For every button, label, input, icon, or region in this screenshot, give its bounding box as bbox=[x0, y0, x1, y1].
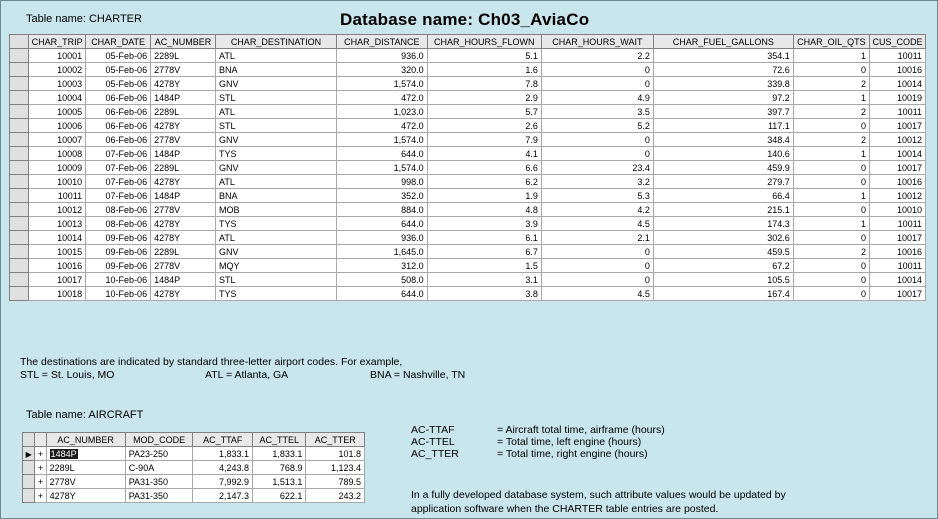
charter-cell[interactable]: BNA bbox=[216, 189, 337, 203]
charter-cell[interactable]: 3.1 bbox=[427, 273, 541, 287]
charter-cell[interactable]: 0 bbox=[541, 259, 653, 273]
row-selector[interactable] bbox=[10, 273, 29, 287]
charter-cell[interactable]: 998.0 bbox=[336, 175, 427, 189]
charter-cell[interactable]: 08-Feb-06 bbox=[86, 217, 151, 231]
charter-cell[interactable]: 0 bbox=[793, 273, 869, 287]
row-selector[interactable] bbox=[10, 245, 29, 259]
charter-header-row bbox=[10, 35, 926, 49]
charter-cell[interactable]: 10001 bbox=[29, 49, 86, 63]
charter-cell[interactable]: 07-Feb-06 bbox=[86, 161, 151, 175]
aircraft-cell[interactable]: 2,147.3 bbox=[193, 489, 253, 503]
charter-cell[interactable]: 10009 bbox=[29, 161, 86, 175]
aircraft-cell[interactable]: 4,243.8 bbox=[193, 461, 253, 475]
col-mod-code[interactable]: MOD_CODE bbox=[125, 433, 193, 447]
charter-cell[interactable]: 1,574.0 bbox=[336, 133, 427, 147]
charter-cell[interactable]: 1 bbox=[793, 147, 869, 161]
charter-cell[interactable]: 10002 bbox=[29, 63, 86, 77]
charter-row[interactable] bbox=[10, 245, 926, 259]
row-selector[interactable] bbox=[10, 175, 29, 189]
row-selector[interactable] bbox=[10, 203, 29, 217]
row-selector[interactable] bbox=[10, 189, 29, 203]
charter-cell[interactable]: 10017 bbox=[869, 231, 925, 245]
charter-cell[interactable]: 5.7 bbox=[427, 105, 541, 119]
charter-cell[interactable]: 2289L bbox=[151, 105, 216, 119]
legend-key: AC-TTAF bbox=[411, 424, 455, 436]
charter-cell[interactable]: 4278Y bbox=[151, 217, 216, 231]
aircraft-cell[interactable]: PA31-350 bbox=[125, 475, 193, 489]
aircraft-cell[interactable]: 1,123.4 bbox=[306, 461, 365, 475]
aircraft-table bbox=[22, 432, 365, 503]
legend-key: AC-TTEL bbox=[411, 436, 455, 448]
charter-cell[interactable]: 936.0 bbox=[336, 231, 427, 245]
charter-cell[interactable]: 10003 bbox=[29, 77, 86, 91]
row-selector[interactable] bbox=[23, 461, 35, 475]
charter-cell[interactable]: 1484P bbox=[151, 273, 216, 287]
charter-cell[interactable]: 4.1 bbox=[427, 147, 541, 161]
charter-cell[interactable]: 10014 bbox=[869, 273, 925, 287]
database-name: Database name: Ch03_AviaCo bbox=[340, 10, 590, 29]
aircraft-row[interactable] bbox=[23, 461, 365, 475]
legend-value: = Total time, right engine (hours) bbox=[497, 448, 648, 460]
row-selector[interactable] bbox=[10, 231, 29, 245]
charter-cell[interactable]: 97.2 bbox=[653, 91, 793, 105]
code-bna: BNA = Nashville, TN bbox=[370, 369, 466, 381]
charter-cell[interactable]: 6.1 bbox=[427, 231, 541, 245]
charter-cell[interactable]: 10017 bbox=[869, 287, 925, 301]
charter-cell[interactable]: 10012 bbox=[869, 133, 925, 147]
charter-cell[interactable]: 117.1 bbox=[653, 119, 793, 133]
aircraft-header-row bbox=[23, 433, 365, 447]
charter-row[interactable] bbox=[10, 119, 926, 133]
legend-key: AC_TTER bbox=[411, 448, 459, 460]
aircraft-cell[interactable]: 789.5 bbox=[306, 475, 365, 489]
charter-cell[interactable]: TYS bbox=[216, 287, 337, 301]
charter-cell[interactable]: 4.8 bbox=[427, 203, 541, 217]
charter-cell[interactable]: 0 bbox=[793, 203, 869, 217]
col-char-distance[interactable]: CHAR_DISTANCE bbox=[336, 35, 427, 49]
charter-cell[interactable]: ATL bbox=[216, 105, 337, 119]
charter-cell[interactable]: 10-Feb-06 bbox=[86, 287, 151, 301]
charter-cell[interactable]: 67.2 bbox=[653, 259, 793, 273]
charter-cell[interactable]: 4.5 bbox=[541, 217, 653, 231]
charter-cell[interactable]: 0 bbox=[793, 119, 869, 133]
charter-cell[interactable]: 459.5 bbox=[653, 245, 793, 259]
charter-cell[interactable]: 1 bbox=[793, 91, 869, 105]
aircraft-cell[interactable]: 1,833.1 bbox=[253, 447, 306, 461]
charter-cell[interactable]: 644.0 bbox=[336, 147, 427, 161]
aircraft-cell[interactable]: 1,513.1 bbox=[253, 475, 306, 489]
charter-row[interactable] bbox=[10, 161, 926, 175]
footer-note-line-2: application software when the CHARTER table entries are posted. bbox=[411, 503, 719, 515]
charter-cell[interactable]: 1,023.0 bbox=[336, 105, 427, 119]
charter-cell[interactable]: 23.4 bbox=[541, 161, 653, 175]
col-char-hours-wait[interactable]: CHAR_HOURS_WAIT bbox=[541, 35, 653, 49]
charter-cell[interactable]: 6.6 bbox=[427, 161, 541, 175]
col-ac-tter[interactable]: AC_TTER bbox=[306, 433, 365, 447]
charter-body bbox=[10, 49, 926, 301]
charter-cell[interactable]: 10-Feb-06 bbox=[86, 273, 151, 287]
row-selector[interactable] bbox=[10, 63, 29, 77]
charter-cell[interactable]: 06-Feb-06 bbox=[86, 91, 151, 105]
charter-cell[interactable]: 2 bbox=[793, 245, 869, 259]
charter-cell[interactable]: 1,574.0 bbox=[336, 161, 427, 175]
charter-cell[interactable]: 884.0 bbox=[336, 203, 427, 217]
charter-cell[interactable]: 302.6 bbox=[653, 231, 793, 245]
charter-cell[interactable]: 10017 bbox=[29, 273, 86, 287]
charter-row[interactable] bbox=[10, 273, 926, 287]
charter-cell[interactable]: 140.6 bbox=[653, 147, 793, 161]
charter-cell[interactable]: 6.7 bbox=[427, 245, 541, 259]
charter-cell[interactable]: GNV bbox=[216, 161, 337, 175]
charter-cell[interactable]: 339.8 bbox=[653, 77, 793, 91]
charter-cell[interactable]: 10014 bbox=[869, 147, 925, 161]
charter-cell[interactable]: 10006 bbox=[29, 119, 86, 133]
charter-cell[interactable]: GNV bbox=[216, 245, 337, 259]
charter-cell[interactable]: ATL bbox=[216, 231, 337, 245]
charter-cell[interactable]: 1484P bbox=[151, 189, 216, 203]
charter-cell[interactable]: 0 bbox=[793, 259, 869, 273]
charter-cell[interactable]: 2289L bbox=[151, 49, 216, 63]
charter-cell[interactable]: 0 bbox=[541, 147, 653, 161]
aircraft-cell[interactable]: PA23-250 bbox=[125, 447, 193, 461]
col-char-trip[interactable]: CHAR_TRIP bbox=[29, 35, 86, 49]
charter-cell[interactable]: 0 bbox=[541, 273, 653, 287]
aircraft-cell[interactable]: 101.8 bbox=[306, 447, 365, 461]
row-selector[interactable] bbox=[23, 447, 35, 461]
footer-note-line-1: In a fully developed database system, such attribute values would be updated by bbox=[411, 489, 786, 501]
legend-value: = Aircraft total time, airframe (hours) bbox=[497, 424, 665, 436]
charter-cell[interactable]: 174.3 bbox=[653, 217, 793, 231]
charter-cell[interactable]: 10016 bbox=[869, 63, 925, 77]
aircraft-cell[interactable]: 2778V bbox=[46, 475, 125, 489]
charter-cell[interactable]: MQY bbox=[216, 259, 337, 273]
charter-cell[interactable]: 06-Feb-06 bbox=[86, 105, 151, 119]
charter-cell[interactable]: GNV bbox=[216, 133, 337, 147]
row-selector[interactable] bbox=[10, 91, 29, 105]
expand-icon[interactable]: + bbox=[35, 489, 46, 503]
row-selector[interactable] bbox=[10, 259, 29, 273]
charter-cell[interactable]: GNV bbox=[216, 77, 337, 91]
aircraft-table-label: Table name: AIRCRAFT bbox=[26, 409, 144, 421]
charter-cell[interactable]: 06-Feb-06 bbox=[86, 119, 151, 133]
row-selector[interactable] bbox=[10, 147, 29, 161]
row-selector[interactable] bbox=[10, 133, 29, 147]
charter-cell[interactable]: STL bbox=[216, 91, 337, 105]
charter-cell[interactable]: 6.2 bbox=[427, 175, 541, 189]
charter-cell[interactable]: 10014 bbox=[869, 77, 925, 91]
charter-cell[interactable]: 05-Feb-06 bbox=[86, 77, 151, 91]
col-ac-number[interactable]: AC_NUMBER bbox=[151, 35, 216, 49]
charter-cell[interactable]: 09-Feb-06 bbox=[86, 245, 151, 259]
charter-cell[interactable]: 472.0 bbox=[336, 119, 427, 133]
charter-cell[interactable]: 10016 bbox=[869, 175, 925, 189]
charter-cell[interactable]: 459.9 bbox=[653, 161, 793, 175]
charter-cell[interactable]: 10007 bbox=[29, 133, 86, 147]
col-ac-ttaf[interactable]: AC_TTAF bbox=[193, 433, 253, 447]
charter-cell[interactable]: 4.9 bbox=[541, 91, 653, 105]
charter-cell[interactable]: 2778V bbox=[151, 63, 216, 77]
charter-cell[interactable]: 352.0 bbox=[336, 189, 427, 203]
charter-cell[interactable]: 07-Feb-06 bbox=[86, 189, 151, 203]
charter-cell[interactable]: STL bbox=[216, 273, 337, 287]
charter-cell[interactable]: 1484P bbox=[151, 147, 216, 161]
charter-cell[interactable]: 10017 bbox=[869, 161, 925, 175]
charter-cell[interactable]: 10016 bbox=[29, 259, 86, 273]
row-selector[interactable] bbox=[10, 49, 29, 63]
charter-cell[interactable]: 1,574.0 bbox=[336, 77, 427, 91]
charter-cell[interactable]: 10013 bbox=[29, 217, 86, 231]
charter-cell[interactable]: 0 bbox=[541, 63, 653, 77]
charter-cell[interactable]: TYS bbox=[216, 147, 337, 161]
row-selector[interactable] bbox=[23, 475, 35, 489]
row-selector[interactable] bbox=[10, 119, 29, 133]
legend-value: = Total time, left engine (hours) bbox=[497, 436, 642, 448]
charter-cell[interactable]: 10014 bbox=[29, 231, 86, 245]
charter-cell[interactable]: 3.5 bbox=[541, 105, 653, 119]
charter-cell[interactable]: 07-Feb-06 bbox=[86, 175, 151, 189]
charter-cell[interactable]: 105.5 bbox=[653, 273, 793, 287]
charter-cell[interactable]: 2289L bbox=[151, 161, 216, 175]
aircraft-row[interactable] bbox=[23, 447, 365, 461]
charter-cell[interactable]: 10011 bbox=[869, 259, 925, 273]
charter-cell[interactable]: 10015 bbox=[29, 245, 86, 259]
charter-row[interactable] bbox=[10, 175, 926, 189]
charter-table-label: Table name: CHARTER bbox=[26, 13, 142, 25]
charter-cell[interactable]: 05-Feb-06 bbox=[86, 49, 151, 63]
row-selector[interactable] bbox=[10, 77, 29, 91]
charter-cell[interactable]: 10011 bbox=[869, 49, 925, 63]
charter-cell[interactable]: BNA bbox=[216, 63, 337, 77]
charter-cell[interactable]: 4278Y bbox=[151, 287, 216, 301]
aircraft-cell[interactable] bbox=[46, 447, 125, 461]
charter-cell[interactable]: 472.0 bbox=[336, 91, 427, 105]
expand-icon[interactable]: + bbox=[35, 475, 46, 489]
row-selector[interactable] bbox=[10, 287, 29, 301]
row-selector[interactable] bbox=[10, 217, 29, 231]
charter-row[interactable] bbox=[10, 63, 926, 77]
destinations-note: The destinations are indicated by standard three-letter airport codes. For example, bbox=[20, 356, 403, 368]
charter-cell[interactable]: 10012 bbox=[869, 189, 925, 203]
charter-cell[interactable]: 508.0 bbox=[336, 273, 427, 287]
charter-cell[interactable]: 66.4 bbox=[653, 189, 793, 203]
aircraft-cell[interactable]: 7,992.9 bbox=[193, 475, 253, 489]
charter-cell[interactable]: 1.9 bbox=[427, 189, 541, 203]
charter-cell[interactable]: 10012 bbox=[29, 203, 86, 217]
charter-cell[interactable]: 2.2 bbox=[541, 49, 653, 63]
charter-table bbox=[9, 34, 926, 301]
charter-cell[interactable]: 4278Y bbox=[151, 231, 216, 245]
charter-cell[interactable]: 1.6 bbox=[427, 63, 541, 77]
charter-cell[interactable]: 279.7 bbox=[653, 175, 793, 189]
col-char-date[interactable]: CHAR_DATE bbox=[86, 35, 151, 49]
row-selector[interactable] bbox=[23, 489, 35, 503]
expand-col-header bbox=[35, 433, 46, 447]
charter-cell[interactable]: 2.6 bbox=[427, 119, 541, 133]
charter-cell[interactable]: 0 bbox=[793, 287, 869, 301]
charter-cell[interactable]: 936.0 bbox=[336, 49, 427, 63]
charter-cell[interactable]: 1 bbox=[793, 217, 869, 231]
charter-cell[interactable]: 644.0 bbox=[336, 287, 427, 301]
col-char-fuel-gallons[interactable]: CHAR_FUEL_GALLONS bbox=[653, 35, 793, 49]
charter-cell[interactable]: 10017 bbox=[869, 119, 925, 133]
charter-row[interactable] bbox=[10, 231, 926, 245]
charter-cell[interactable]: 397.7 bbox=[653, 105, 793, 119]
charter-cell[interactable]: 10010 bbox=[869, 203, 925, 217]
charter-cell[interactable]: 09-Feb-06 bbox=[86, 231, 151, 245]
aircraft-body bbox=[23, 447, 365, 503]
charter-cell[interactable]: 4278Y bbox=[151, 175, 216, 189]
charter-cell[interactable]: 10004 bbox=[29, 91, 86, 105]
charter-cell[interactable]: 0 bbox=[793, 175, 869, 189]
aircraft-corner[interactable] bbox=[23, 433, 35, 447]
charter-cell[interactable]: 0 bbox=[793, 161, 869, 175]
charter-cell[interactable]: 5.3 bbox=[541, 189, 653, 203]
selected-cell-text: 1484P bbox=[50, 448, 77, 459]
charter-cell[interactable]: 10011 bbox=[29, 189, 86, 203]
aircraft-row[interactable] bbox=[23, 489, 365, 503]
charter-cell[interactable]: 09-Feb-06 bbox=[86, 259, 151, 273]
aircraft-cell[interactable]: C-90A bbox=[125, 461, 193, 475]
charter-cell[interactable]: 5.2 bbox=[541, 119, 653, 133]
charter-cell[interactable]: 354.1 bbox=[653, 49, 793, 63]
charter-cell[interactable]: 2 bbox=[793, 133, 869, 147]
charter-cell[interactable]: 0 bbox=[541, 77, 653, 91]
charter-cell[interactable]: 1,645.0 bbox=[336, 245, 427, 259]
charter-cell[interactable]: 167.4 bbox=[653, 287, 793, 301]
charter-row[interactable] bbox=[10, 91, 926, 105]
charter-row[interactable] bbox=[10, 203, 926, 217]
charter-cell[interactable]: 10011 bbox=[869, 217, 925, 231]
charter-cell[interactable]: 2778V bbox=[151, 259, 216, 273]
charter-cell[interactable]: 3.9 bbox=[427, 217, 541, 231]
charter-cell[interactable]: 2778V bbox=[151, 203, 216, 217]
charter-corner[interactable] bbox=[10, 35, 29, 49]
charter-cell[interactable]: 3.2 bbox=[541, 175, 653, 189]
charter-cell[interactable]: 7.8 bbox=[427, 77, 541, 91]
col-ac-number[interactable]: AC_NUMBER bbox=[46, 433, 125, 447]
charter-cell[interactable]: 4278Y bbox=[151, 77, 216, 91]
charter-cell[interactable]: 4.5 bbox=[541, 287, 653, 301]
charter-cell[interactable]: TYS bbox=[216, 217, 337, 231]
charter-cell[interactable]: 1 bbox=[793, 189, 869, 203]
charter-cell[interactable]: 10010 bbox=[29, 175, 86, 189]
current-row-icon: ▶ bbox=[25, 449, 32, 459]
charter-cell[interactable]: 1484P bbox=[151, 91, 216, 105]
charter-cell[interactable]: 72.6 bbox=[653, 63, 793, 77]
charter-row[interactable] bbox=[10, 287, 926, 301]
charter-row[interactable] bbox=[10, 259, 926, 273]
charter-cell[interactable]: 05-Feb-06 bbox=[86, 63, 151, 77]
aircraft-cell[interactable]: 1,833.1 bbox=[193, 447, 253, 461]
charter-cell[interactable]: 06-Feb-06 bbox=[86, 133, 151, 147]
charter-cell[interactable]: 10016 bbox=[869, 245, 925, 259]
code-atl: ATL = Atlanta, GA bbox=[205, 369, 289, 381]
col-ac-ttel[interactable]: AC_TTEL bbox=[253, 433, 306, 447]
charter-cell[interactable]: 1 bbox=[793, 49, 869, 63]
aircraft-cell[interactable]: 2289L bbox=[46, 461, 125, 475]
charter-row[interactable] bbox=[10, 105, 926, 119]
charter-cell[interactable]: 10011 bbox=[869, 105, 925, 119]
charter-cell[interactable]: 10018 bbox=[29, 287, 86, 301]
charter-cell[interactable]: 215.1 bbox=[653, 203, 793, 217]
col-cus-code[interactable]: CUS_CODE bbox=[869, 35, 925, 49]
charter-cell[interactable]: 08-Feb-06 bbox=[86, 203, 151, 217]
charter-cell[interactable]: 4278Y bbox=[151, 119, 216, 133]
aircraft-cell[interactable]: 622.1 bbox=[253, 489, 306, 503]
charter-row[interactable] bbox=[10, 133, 926, 147]
charter-row[interactable] bbox=[10, 49, 926, 63]
charter-cell[interactable]: 0 bbox=[541, 133, 653, 147]
col-char-hours-flown[interactable]: CHAR_HOURS_FLOWN bbox=[427, 35, 541, 49]
expand-icon[interactable]: + bbox=[35, 447, 46, 461]
charter-row[interactable] bbox=[10, 147, 926, 161]
charter-cell[interactable]: 2.1 bbox=[541, 231, 653, 245]
charter-cell[interactable]: 2 bbox=[793, 105, 869, 119]
aircraft-cell[interactable]: 768.9 bbox=[253, 461, 306, 475]
charter-cell[interactable]: 5.1 bbox=[427, 49, 541, 63]
charter-cell[interactable]: 3.8 bbox=[427, 287, 541, 301]
col-char-destination[interactable]: CHAR_DESTINATION bbox=[216, 35, 337, 49]
charter-row[interactable] bbox=[10, 217, 926, 231]
charter-cell[interactable]: 4.2 bbox=[541, 203, 653, 217]
charter-cell[interactable]: 0 bbox=[793, 63, 869, 77]
charter-cell[interactable]: 7.9 bbox=[427, 133, 541, 147]
charter-cell[interactable]: 2 bbox=[793, 77, 869, 91]
row-selector[interactable] bbox=[10, 105, 29, 119]
charter-cell[interactable]: 2.9 bbox=[427, 91, 541, 105]
charter-cell[interactable]: STL bbox=[216, 119, 337, 133]
aircraft-cell[interactable]: 4278Y bbox=[46, 489, 125, 503]
charter-cell[interactable]: MOB bbox=[216, 203, 337, 217]
aircraft-cell[interactable]: 243.2 bbox=[306, 489, 365, 503]
charter-cell[interactable]: ATL bbox=[216, 175, 337, 189]
charter-cell[interactable]: 0 bbox=[793, 231, 869, 245]
col-char-oil-qts[interactable]: CHAR_OIL_QTS bbox=[793, 35, 869, 49]
row-selector[interactable] bbox=[10, 161, 29, 175]
expand-icon[interactable]: + bbox=[35, 461, 46, 475]
charter-row[interactable] bbox=[10, 189, 926, 203]
charter-cell[interactable]: ATL bbox=[216, 49, 337, 63]
charter-cell[interactable]: 0 bbox=[541, 245, 653, 259]
charter-cell[interactable]: 312.0 bbox=[336, 259, 427, 273]
charter-cell[interactable]: 2778V bbox=[151, 133, 216, 147]
charter-row[interactable] bbox=[10, 77, 926, 91]
charter-cell[interactable]: 644.0 bbox=[336, 217, 427, 231]
charter-cell[interactable]: 2289L bbox=[151, 245, 216, 259]
code-stl: STL = St. Louis, MO bbox=[20, 369, 115, 381]
aircraft-cell[interactable]: PA31-350 bbox=[125, 489, 193, 503]
charter-cell[interactable]: 1.5 bbox=[427, 259, 541, 273]
charter-cell[interactable]: 07-Feb-06 bbox=[86, 147, 151, 161]
charter-cell[interactable]: 10005 bbox=[29, 105, 86, 119]
charter-cell[interactable]: 320.0 bbox=[336, 63, 427, 77]
charter-cell[interactable]: 10019 bbox=[869, 91, 925, 105]
charter-cell[interactable]: 10008 bbox=[29, 147, 86, 161]
aircraft-row[interactable] bbox=[23, 475, 365, 489]
charter-cell[interactable]: 348.4 bbox=[653, 133, 793, 147]
